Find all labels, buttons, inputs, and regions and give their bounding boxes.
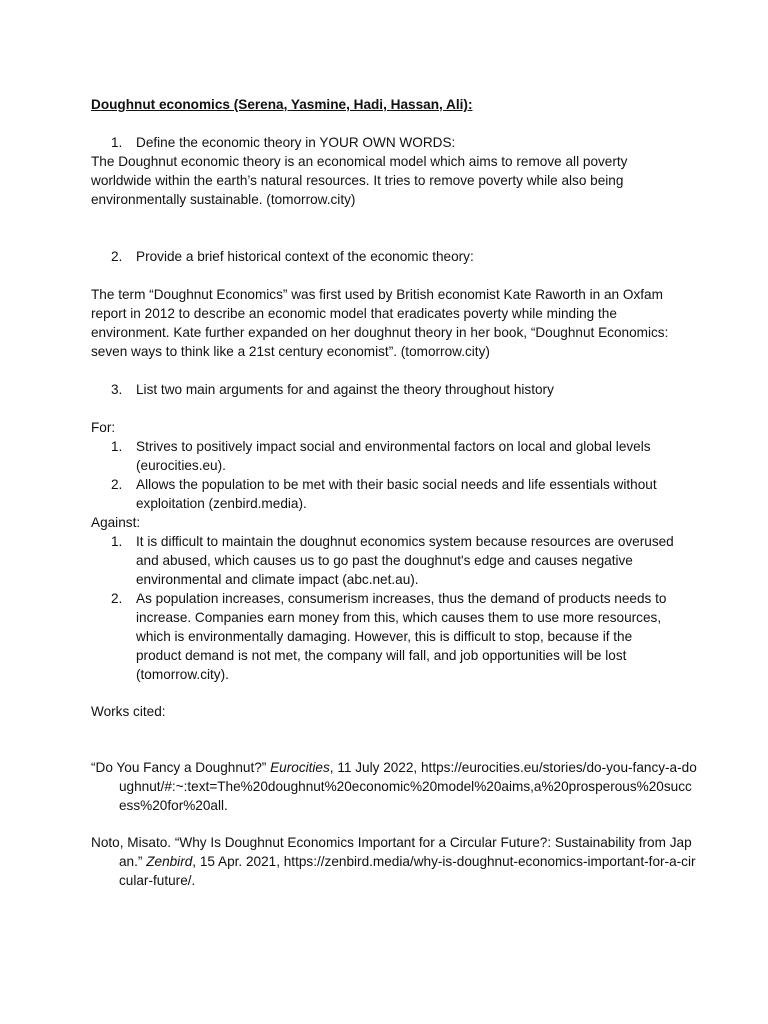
list-item [91,589,681,684]
question-2-number: 2. [111,249,123,264]
list-item-number: 2. [111,477,123,492]
citation-text: , 15 Apr. 2021, https://zenbird.media/why-is-doughnut-economics-important-for-a-circular-future/. [119,854,696,888]
citation-eurocities [91,758,699,815]
question-2-answer: The term “Doughnut Economics” was first used by British economist Kate Raworth in an Oxfam report in 2012 to describe an economic model that eradicates poverty while minding the environment. Kate further expanded on her doughnut theory in her book, “Doughnut Economics: seven ways to think like a 21st century economist”. (tomorrow.city) [91,287,669,359]
for-list [91,437,681,513]
against-list [91,532,681,684]
list-item-text: It is difficult to maintain the doughnut economics system because resources are overused and abused, which causes us to go past the doughnut's edge and causes negative environmental and climate impact (abc.net.au). [136,534,674,587]
citation-text: , 11 July 2022, https://eurocities.eu/stories/do-you-fancy-a-doughnut/#:~:text=The%20doughnut%20economic%20model%20aims,a%20prosperous%20success%20for%20all. [119,760,697,813]
citation-text: Noto, Misato. “Why Is Doughnut Economics Important for a Circular Future?: Sustainability from Japan.” [91,835,692,869]
list-item-text: Allows the population to be met with their basic social needs and life essentials without exploitation (zenbird.media). [136,477,657,511]
list-item-text: Strives to positively impact social and environmental factors on local and global levels (eurocities.eu). [136,439,651,473]
for-label: For: [91,420,116,435]
list-item [91,532,681,589]
citation-source: Eurocities [270,760,330,775]
question-2-text: Provide a brief historical context of the economic theory: [136,249,474,264]
question-1-answer: The Doughnut economic theory is an economical model which aims to remove all poverty worldwide within the earth’s natural resources. It tries to remove poverty while also being environmentally sustainable. (tomorrow.city) [91,154,628,207]
question-3-text: List two main arguments for and against the theory throughout history [136,382,554,397]
question-3 [91,380,686,399]
list-item [91,475,681,513]
list-item-number: 2. [111,591,123,606]
citation-text: “Do You Fancy a Doughnut?” [91,760,271,775]
question-1-number: 1. [111,135,123,150]
citation-zenbird [91,833,699,890]
works-cited-label: Works cited: [91,704,166,719]
question-2 [91,247,686,266]
citation-source: Zenbird [146,854,193,869]
list-item [91,437,681,475]
document-title: Doughnut economics (Serena, Yasmine, Hadi, Hassan, Ali): [91,97,473,112]
list-item-number: 1. [111,439,123,454]
against-label: Against: [91,515,141,530]
question-1-text: Define the economic theory in YOUR OWN WORDS: [136,135,456,150]
list-item-text: As population increases, consumerism increases, thus the demand of products needs to increase. Companies earn money from this, which causes them to use more resources, which is environmentally damaging. However, this is difficult to stop, because if the product demand is not met, the company will fall, and job opportunities will be lost (tomorrow.city). [136,591,667,682]
question-3-number: 3. [111,382,123,397]
list-item-number: 1. [111,534,123,549]
question-1 [91,133,686,152]
